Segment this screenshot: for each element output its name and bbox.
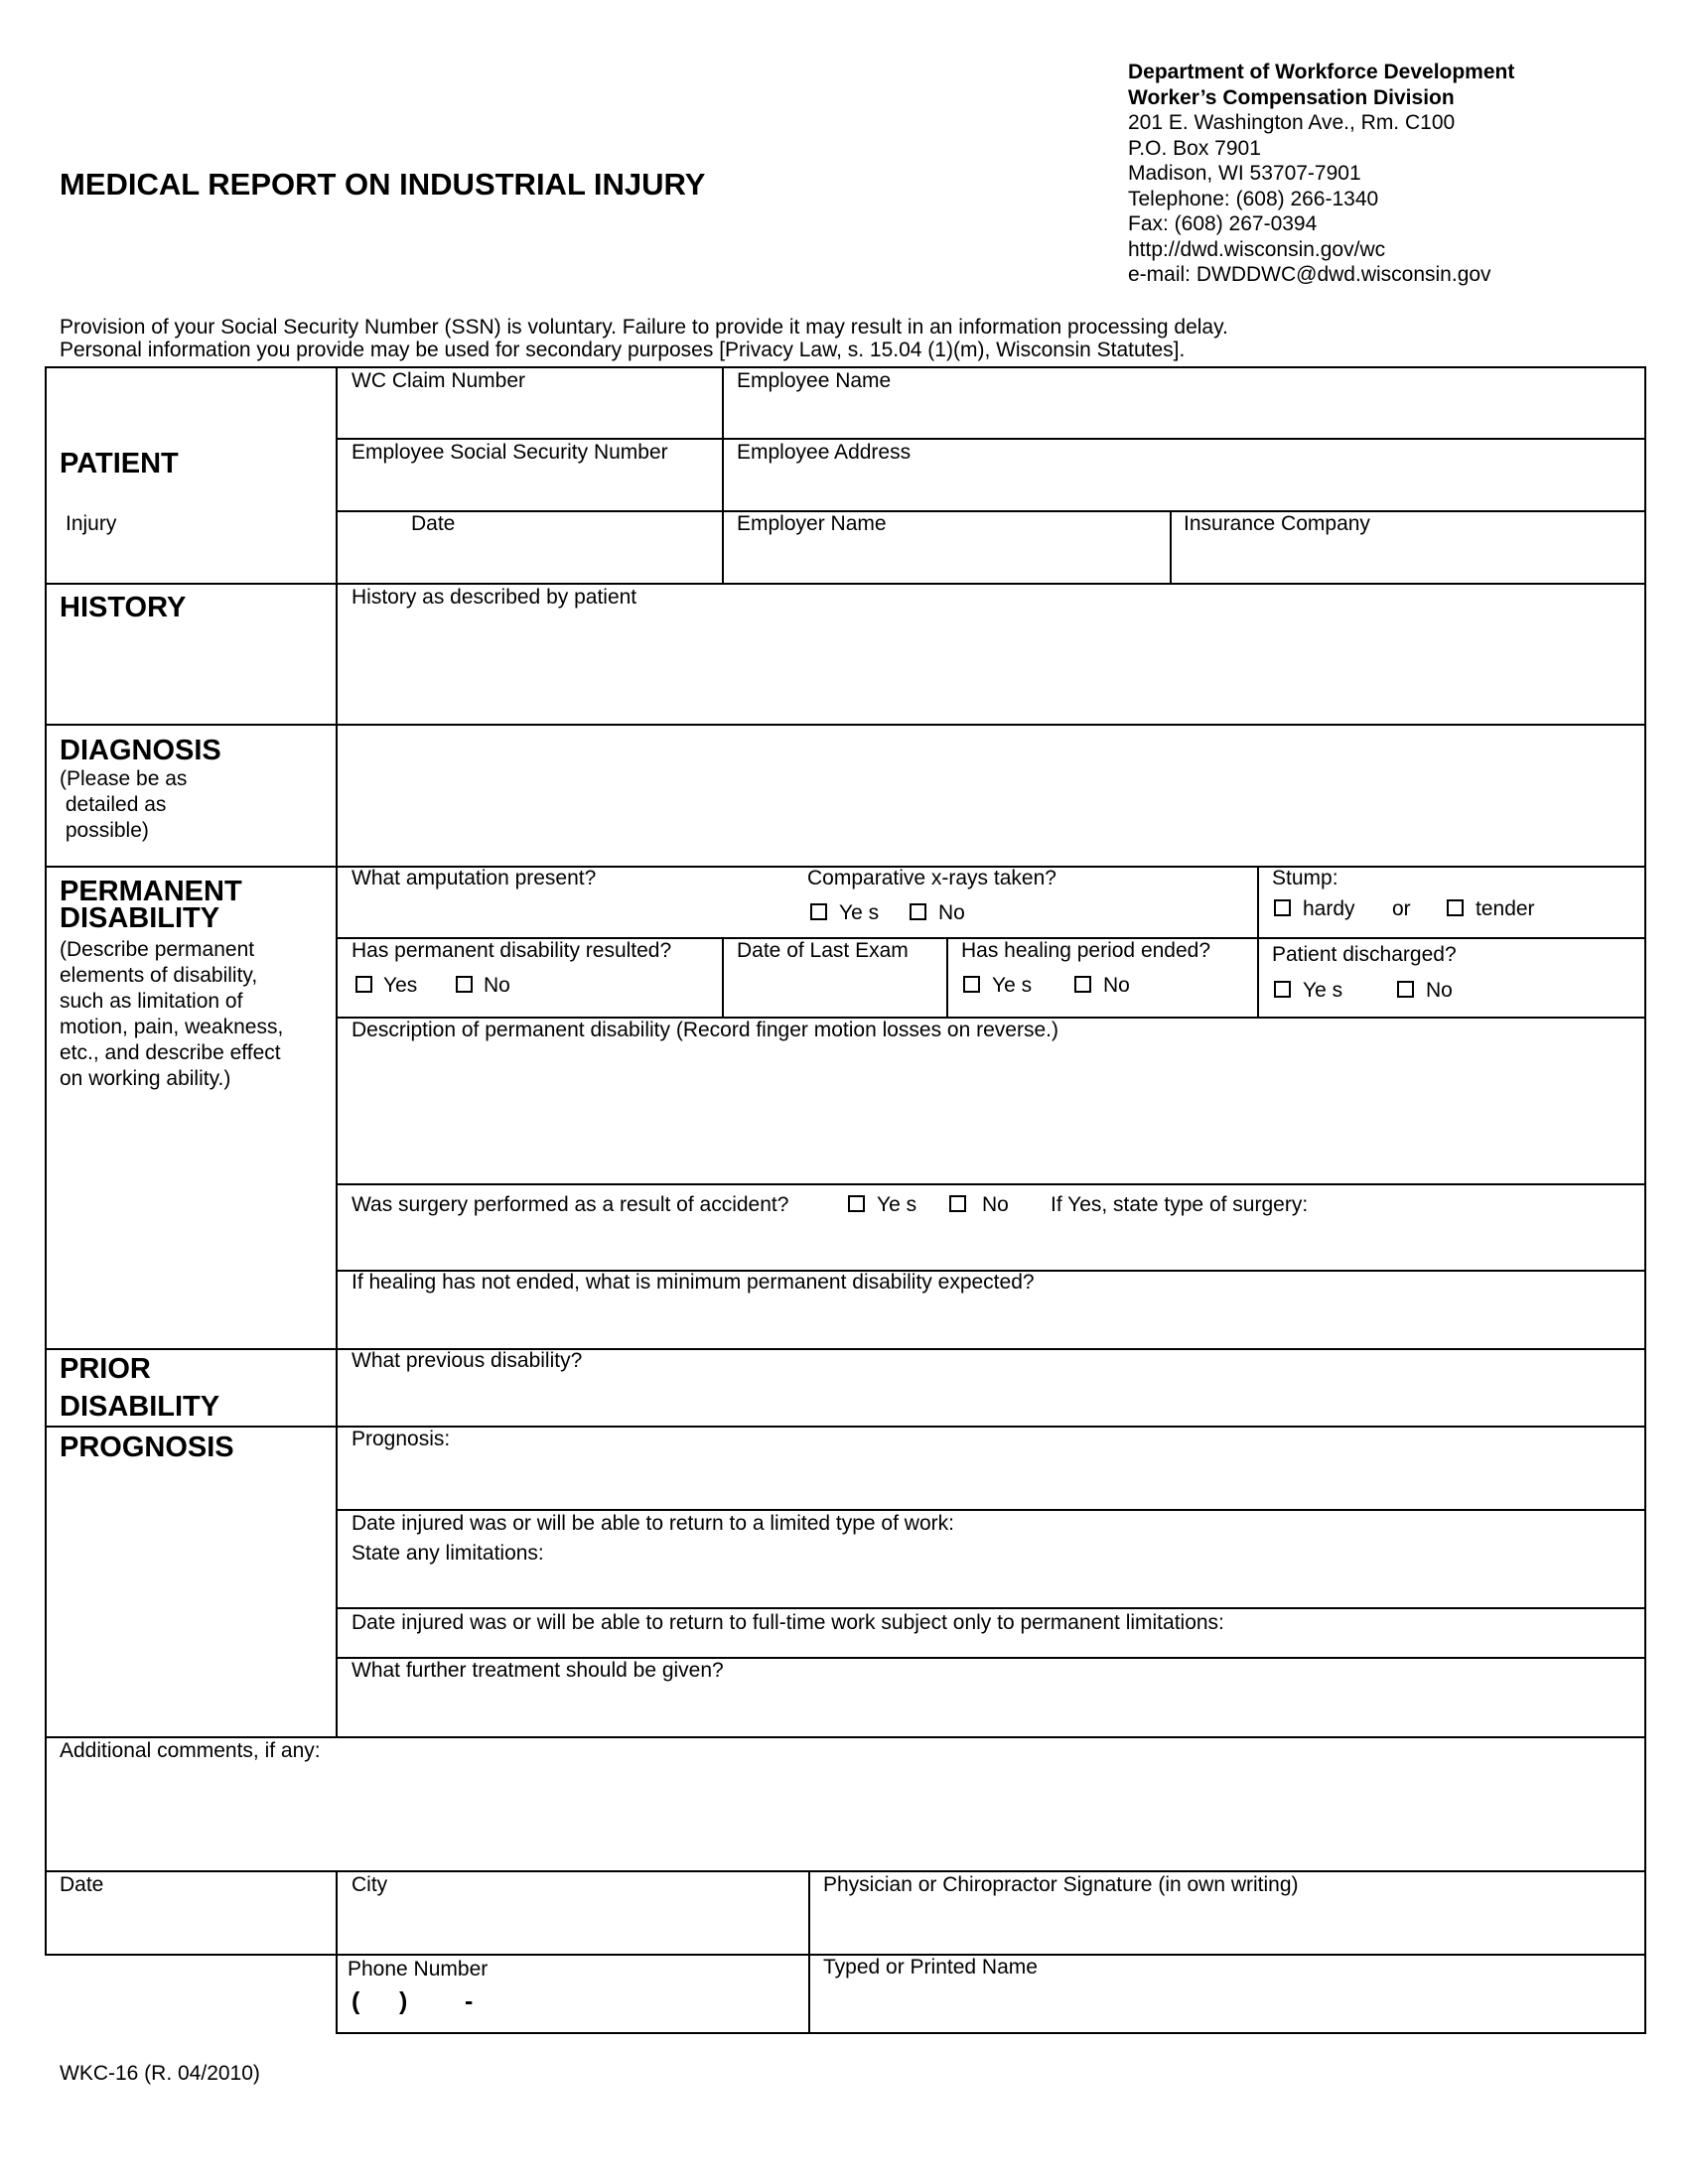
permanent-note-line-2: elements of disability, (60, 964, 258, 987)
city-field[interactable]: City (352, 1873, 388, 1896)
surgery-label: Was surgery performed as a result of accident? (352, 1193, 789, 1216)
diagnosis-note-line-2: detailed as (60, 793, 167, 816)
rule-prior (45, 1348, 1646, 1350)
patient-discharged-label: Patient discharged? (1272, 943, 1457, 966)
injury-date-field[interactable]: Date (411, 512, 456, 535)
border-right (1644, 366, 1646, 2034)
patient-discharged-no-label: No (1426, 979, 1453, 1002)
section-permanent-1: PERMANENT (60, 876, 242, 907)
form-id: WKC-16 (R. 04/2010) (60, 2062, 260, 2085)
diagnosis-note-line-3: possible) (60, 819, 149, 842)
rule-patient-2 (336, 510, 1646, 512)
phone-dash: - (465, 1987, 474, 2015)
agency-street: 201 E. Washington Ave., Rm. C100 (1128, 111, 1456, 134)
phone-number-input[interactable] (340, 1957, 806, 2030)
agency-website[interactable]: http://dwd.wisconsin.gov/wc (1128, 237, 1386, 261)
rule-prog-1 (336, 1509, 1646, 1511)
rule-patient-1 (336, 438, 1646, 440)
section-prior-2: DISABILITY (60, 1391, 220, 1423)
stump-hardy-label: hardy (1303, 897, 1355, 920)
printed-name-field[interactable]: Typed or Printed Name (823, 1956, 1038, 1979)
section-history: HISTORY (60, 592, 187, 623)
insurance-company-field[interactable]: Insurance Company (1184, 512, 1370, 535)
privacy-line-1: Provision of your Social Security Number (SSN) is voluntary. Failure to provide it may result in an information processing delay. (60, 316, 1228, 339)
history-field[interactable]: History as described by patient (352, 586, 637, 609)
surgery-no-label: No (982, 1193, 1009, 1216)
agency-fax: Fax: (608) 267-0394 (1128, 212, 1318, 235)
agency-city: Madison, WI 53707-7901 (1128, 162, 1361, 185)
disability-resulted-yes-label: Yes (383, 974, 418, 997)
surgery-no-checkbox[interactable] (949, 1195, 966, 1212)
form-title: MEDICAL REPORT ON INDUSTRIAL INJURY (60, 167, 706, 202)
additional-comments-field[interactable]: Additional comments, if any: (60, 1739, 321, 1762)
last-exam-date-field[interactable]: Date of Last Exam (737, 939, 909, 962)
divider-stump (1257, 866, 1259, 1017)
rule-comments (45, 1736, 1646, 1738)
employee-address-field[interactable]: Employee Address (737, 441, 912, 464)
limitations-field[interactable]: State any limitations: (352, 1542, 544, 1565)
divider-label-column-footer (336, 1870, 338, 2034)
physician-signature-field[interactable]: Physician or Chiropractor Signature (in own writing) (823, 1873, 1299, 1896)
stump-tender-label: tender (1476, 897, 1535, 920)
diagnosis-note (60, 766, 187, 844)
patient-injury-label: Injury (66, 512, 117, 535)
patient-discharged-yes-label: Ye s (1303, 979, 1343, 1002)
healing-ended-yes-checkbox[interactable] (963, 976, 980, 993)
rule-bottom (336, 2032, 1646, 2034)
previous-disability-field[interactable]: What previous disability? (352, 1349, 583, 1372)
section-permanent-2: DISABILITY (60, 902, 220, 934)
fulltime-work-date-field[interactable]: Date injured was or will be able to return to full-time work subject only to permanent limitations: (352, 1611, 1224, 1634)
agency-department: Department of Workforce Development (1128, 61, 1515, 83)
permanent-note-line-5: etc., and describe effect (60, 1041, 281, 1064)
disability-resulted-no-label: No (484, 974, 510, 997)
disability-resulted-yes-checkbox[interactable] (355, 976, 372, 993)
patient-discharged-yes-checkbox[interactable] (1274, 981, 1291, 998)
rule-prognosis (45, 1426, 1646, 1428)
healing-ended-no-label: No (1103, 974, 1130, 997)
amputation-field[interactable]: What amputation present? (352, 867, 597, 889)
permanent-note-line-3: such as limitation of (60, 990, 243, 1013)
surgery-yes-checkbox[interactable] (848, 1195, 865, 1212)
phone-area-open: ( (352, 1987, 360, 2015)
employer-name-field[interactable]: Employer Name (737, 512, 887, 535)
rule-footer (45, 1870, 1646, 1872)
permanent-note (60, 937, 283, 1092)
stump-tender-checkbox[interactable] (1447, 899, 1464, 916)
permanent-note-line-1: (Describe permanent (60, 938, 255, 961)
disability-description-field[interactable]: Description of permanent disability (Record finger motion losses on reverse.) (352, 1019, 1058, 1041)
disability-resulted-label: Has permanent disability resulted? (352, 939, 672, 962)
rule-top (45, 366, 1646, 368)
further-treatment-field[interactable]: What further treatment should be given? (352, 1659, 724, 1682)
limited-work-date-field[interactable]: Date injured was or will be able to return to a limited type of work: (352, 1512, 954, 1535)
permanent-note-line-6: on working ability.) (60, 1067, 231, 1090)
xrays-label: Comparative x-rays taken? (807, 867, 1056, 889)
rule-diagnosis (45, 724, 1646, 726)
privacy-line-2: Personal information you provide may be used for secondary purposes [Privacy Law, s. 15.04 (1)(m), Wisconsin Statutes]. (60, 339, 1186, 361)
surgery-yes-label: Ye s (877, 1193, 917, 1216)
divider-healing (946, 937, 948, 1017)
privacy-notice (60, 316, 1228, 361)
disability-resulted-no-checkbox[interactable] (456, 976, 473, 993)
wc-claim-number-field[interactable]: WC Claim Number (352, 369, 526, 392)
healing-ended-yes-label: Ye s (992, 974, 1033, 997)
divider-patient-col2 (722, 366, 724, 583)
divider-last-exam (722, 937, 724, 1017)
employee-name-field[interactable]: Employee Name (737, 369, 892, 392)
phone-number-label: Phone Number (348, 1958, 489, 1980)
agency-division: Worker’s Compensation Division (1128, 85, 1455, 109)
agency-pobox: P.O. Box 7901 (1128, 136, 1261, 160)
employee-ssn-field[interactable]: Employee Social Security Number (352, 441, 668, 464)
xrays-no-label: No (938, 901, 965, 924)
minimum-disability-field[interactable]: If healing has not ended, what is minimum permanent disability expected? (352, 1271, 1035, 1294)
divider-patient-col3 (1170, 510, 1172, 583)
diagnosis-note-line-1: (Please be as (60, 767, 188, 790)
rule-prog-2 (336, 1607, 1646, 1609)
signature-date-field[interactable]: Date (60, 1873, 104, 1896)
agency-email[interactable]: e-mail: DWDDWC@dwd.wisconsin.gov (1128, 263, 1491, 286)
xrays-yes-checkbox[interactable] (810, 903, 827, 920)
agency-address-block (1128, 60, 1514, 288)
stump-or-label: or (1392, 897, 1411, 920)
surgery-type-field[interactable]: If Yes, state type of surgery: (1051, 1193, 1309, 1216)
section-patient: PATIENT (60, 448, 179, 479)
diagnosis-field[interactable] (340, 728, 1640, 862)
rule-footer-date-bottom (45, 1954, 338, 1956)
xrays-yes-label: Ye s (839, 901, 880, 924)
rule-perm-desc (336, 1183, 1646, 1185)
prognosis-field[interactable]: Prognosis: (352, 1428, 451, 1450)
healing-ended-label: Has healing period ended? (961, 939, 1211, 962)
divider-label-column (336, 366, 338, 1736)
agency-phone: Telephone: (608) 266-1340 (1128, 187, 1379, 210)
permanent-note-line-4: motion, pain, weakness, (60, 1016, 284, 1038)
stump-label: Stump: (1272, 867, 1338, 889)
stump-hardy-checkbox[interactable] (1274, 899, 1291, 916)
patient-discharged-no-checkbox[interactable] (1397, 981, 1414, 998)
healing-ended-no-checkbox[interactable] (1074, 976, 1091, 993)
divider-signature (808, 1870, 810, 2034)
section-prognosis: PROGNOSIS (60, 1432, 234, 1463)
phone-area-close: ) (399, 1987, 408, 2015)
rule-history (45, 583, 1646, 585)
section-diagnosis: DIAGNOSIS (60, 735, 221, 766)
xrays-no-checkbox[interactable] (910, 903, 926, 920)
section-prior-1: PRIOR (60, 1353, 151, 1385)
border-left (45, 366, 47, 1956)
